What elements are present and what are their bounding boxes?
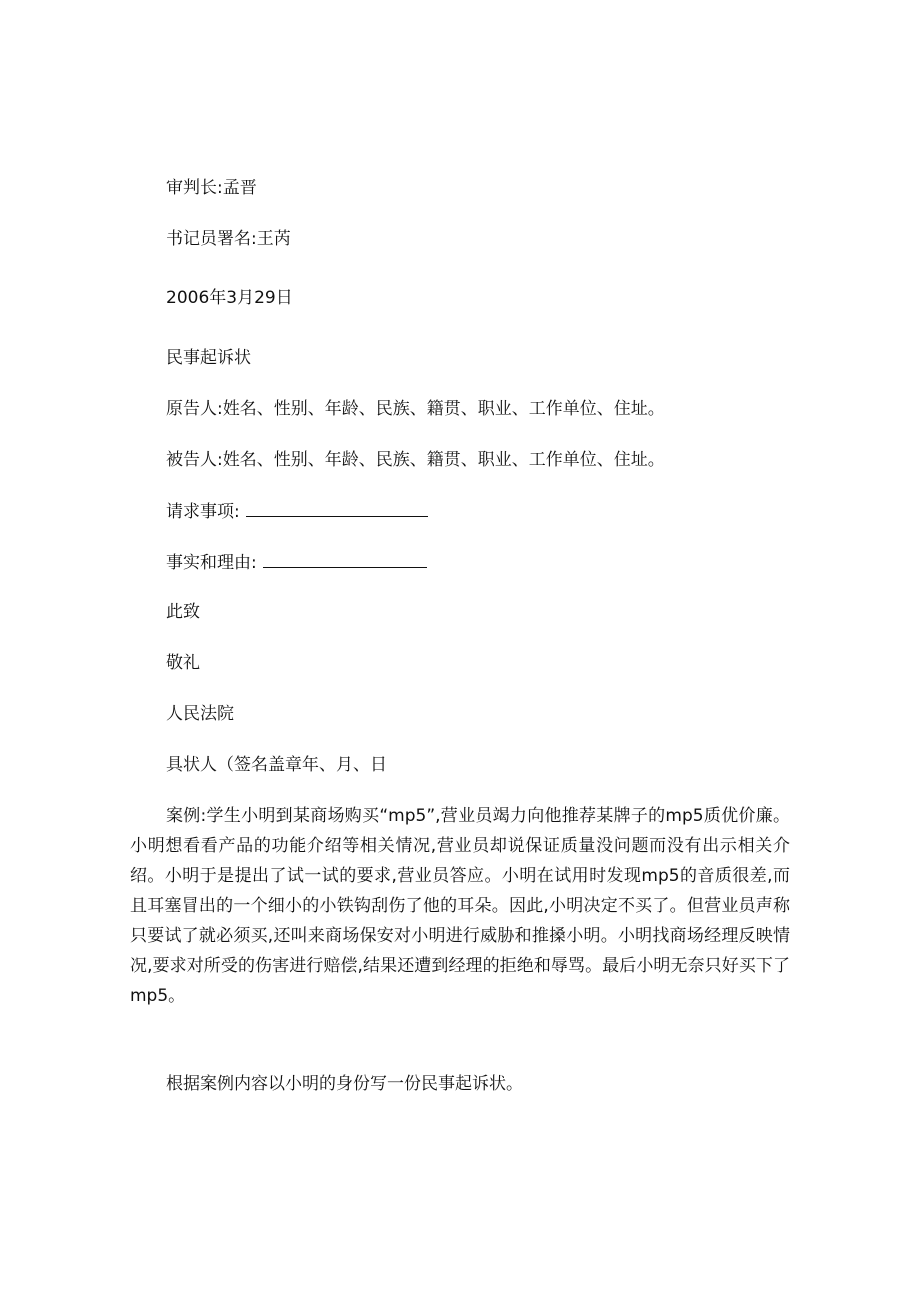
claims-blank (246, 500, 428, 517)
presiding-judge-line: 审判长:孟晋 (166, 178, 257, 198)
closing-greeting-2: 敬礼 (166, 653, 200, 673)
clerk-signature-line: 书记员署名:王芮 (166, 229, 291, 249)
date-line: 2006年3月29日 (166, 288, 293, 308)
plaintiff-line: 原告人:姓名、性别、年龄、民族、籍贯、职业、工作单位、住址。 (166, 399, 665, 419)
complaint-title: 民事起诉状 (166, 348, 251, 368)
facts-blank (263, 551, 427, 568)
case-paragraph: 案例:学生小明到某商场购买“mp5”,营业员竭力向他推荐某牌子的mp5质优价廉。小明想看看产品的功能介绍等相关情况,营业员却说保证质量没问题而没有出示相关介绍。小明于是提出了试一试的要求,营业员答应。小明在试用时发现mp5的音质很差,而且耳塞冒出的一个细小的小铁钩刮伤了他的耳朵。因此,小明决定不买了。但营业员声称只要试了就必须买,还叫来商场保安对小明进行威胁和推搡小明。小明找商场经理反映情况,要求对所受的伤害进行赔偿,结果还遭到经理的拒绝和辱骂。最后小明无奈只好买下了mp5。 (130, 806, 790, 1006)
signatory-line: 具状人（签名盖章年、月、日 (166, 755, 387, 775)
facts-label: 事实和理由: (166, 553, 257, 573)
closing-greeting-1: 此致 (166, 602, 200, 622)
facts-line (166, 551, 427, 574)
court-line: 人民法院 (166, 704, 234, 724)
claims-label: 请求事项: (166, 502, 240, 522)
defendant-line: 被告人:姓名、性别、年龄、民族、籍贯、职业、工作单位、住址。 (166, 450, 665, 470)
task-paragraph: 根据案例内容以小明的身份写一份民事起诉状。 (166, 1074, 523, 1094)
claims-line (166, 500, 428, 523)
